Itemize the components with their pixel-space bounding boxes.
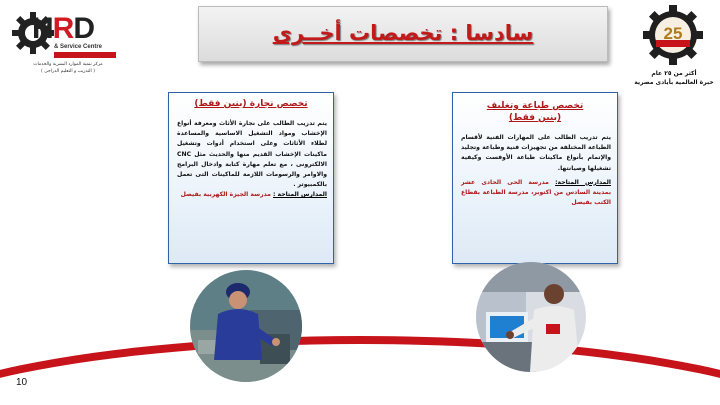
printing-schools xyxy=(461,178,611,209)
anniversary-number: 25 xyxy=(663,24,683,43)
printing-body: يتم تدريب الطالب على المهارات الفنية لأقسام الطباعة المختلفة من تجهيزات فنية وطباعة وتجليد والإتمام بأنواع ماكينات طباعة الأوفست وكيفية تشغيلها وصيانتها. xyxy=(461,134,611,172)
printing-description xyxy=(461,133,611,208)
hrd-subtitle: & Service Centre xyxy=(54,44,103,50)
carpentry-description xyxy=(177,119,327,201)
slide-title: سادسا : تخصصات أخــرى xyxy=(272,21,534,45)
page-number: 10 xyxy=(16,377,28,388)
printing-photo xyxy=(476,262,586,372)
printing-panel xyxy=(452,92,618,264)
hrd-arabic-line1: مركز تنمية الموارد البشرية والخدمات xyxy=(33,62,103,67)
anniversary-line1: أكثر من ٢٥ عام xyxy=(651,70,697,77)
anniversary-gear-icon xyxy=(642,4,704,66)
carpentry-body: يتم تدريب الطالب على نجارة الأثاث ومعرفة أنواع الإخشاب ومواد التشغيل الاساسية والمساعدة لطلاء الأثاثات وعلى استخدام أدوات وتشغيل ماكينات الإخشاب القديم منها والحديث مثل CNC الالكترونى ، مع تعلم مهارة كتابة وادخال البرامج والاوامر والرسومات اللازمة للماكينات التى تعمل بالكمبيوتر . xyxy=(177,120,327,189)
carpentry-schools-value: مدرسة الجيزة الكهربية بفيصل xyxy=(180,191,271,199)
hrd-wordmark: HRD xyxy=(32,12,95,45)
anniversary-line2: خبرة العالمية بأيادى مصرية xyxy=(634,79,714,86)
printing-schools-value: مدرسة الحى الحادى عشر بمدينة السادس من اكتوبر، مدرسة الطباعة بقطاع الكتب بفيصل xyxy=(461,178,611,207)
printing-title-line1: تخصص طباعة وتغليف xyxy=(486,101,584,111)
hrd-red-bar xyxy=(54,52,116,58)
carpentry-photo xyxy=(190,270,302,382)
hrd-arabic-line2: ( التدريب و التعليم الدراجى ) xyxy=(41,69,95,74)
title-box xyxy=(198,6,608,62)
printing-schools-label: المدارس المتاحة: xyxy=(555,178,612,186)
hrd-logo xyxy=(10,6,122,80)
printing-title-line2: (بنين فقط) xyxy=(508,113,562,123)
anniversary-logo xyxy=(632,4,716,96)
carpentry-panel xyxy=(168,92,334,264)
carpentry-schools-label: المدارس المتاحة : xyxy=(273,191,327,199)
carpentry-schools xyxy=(177,190,327,200)
carpentry-title: تخصص نجارة (بنين فقط) xyxy=(194,99,308,109)
